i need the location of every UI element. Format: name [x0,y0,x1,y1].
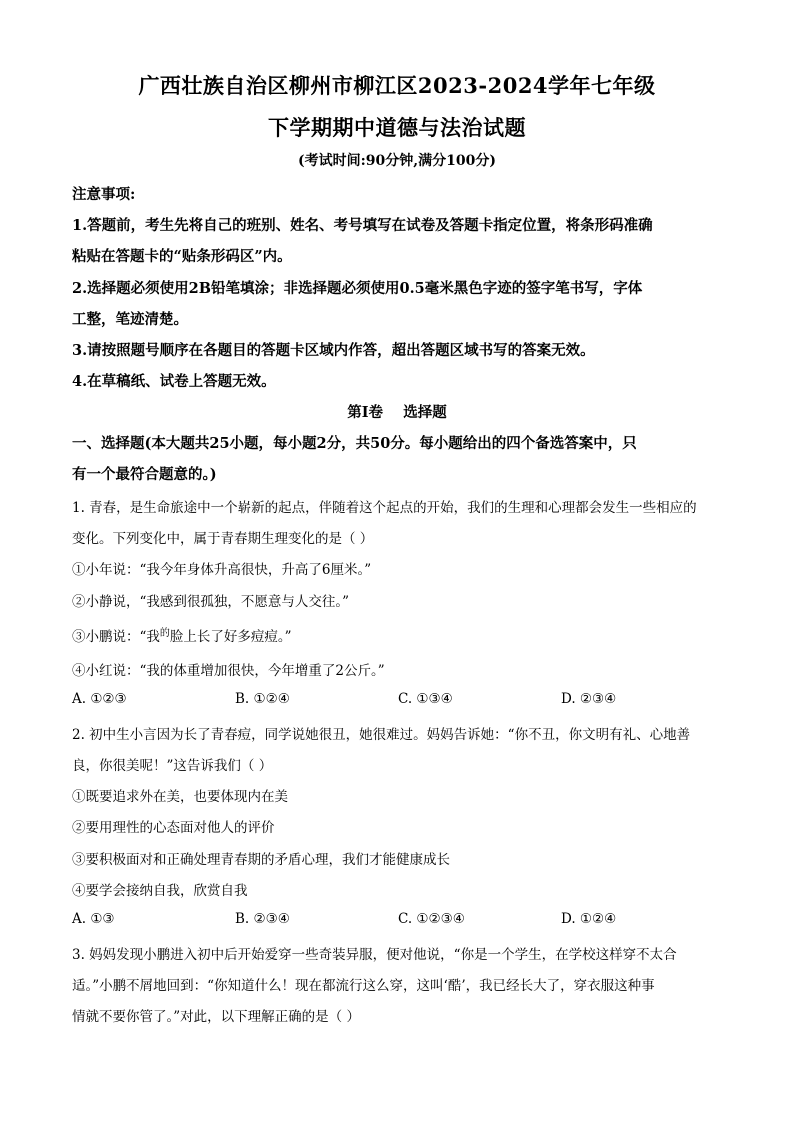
notice-line: 1.答题前，考生先将自己的班别、姓名、考号填写在试卷及答题卡指定位置，将条形码准确 [72,217,653,234]
notice-line: 4.在草稿纸、试卷上答题无效。 [72,373,276,390]
question-2-stem: 良，你很美呢！”这告诉我们（ ） [72,758,273,774]
option-d: D. ②③④ [561,691,617,707]
option-c: C. ①②③④ [398,911,465,927]
notice-line: 工整，笔迹清楚。 [72,311,188,328]
question-1-item: ④小红说：“我的体重增加很快，今年增重了2公斤。” [72,663,385,679]
exam-title-line1: 广西壮族自治区柳州市柳江区2023-2024学年七年级 [138,73,656,98]
question-3-stem: 情就不要你管了。”对此，以下理解正确的是（ ） [72,1009,360,1025]
question-2-stem: 2. 初中生小言因为长了青春痘，同学说她很丑，她很难过。妈妈告诉她：“你不丑，你文明有礼、心地善 [72,727,691,743]
option-b: B. ①②④ [235,691,290,707]
exam-info: (考试时间:90分钟,满分100分) [298,153,496,169]
question-1-item3-sup: 的 [159,628,170,639]
option-a: A. ①③ [72,911,115,927]
question-2-item: ③要积极面对和正确处理青春期的矛盾心理，我们才能健康成长 [72,852,450,868]
notice-line: 2.选择题必须使用2B铅笔填涂；非选择题必须使用0.5毫米黑色字迹的签字笔书写，字体 [72,280,643,297]
notice-heading: 注意事项: [72,186,136,203]
option-b: B. ②③④ [235,911,290,927]
question-1-stem: 1. 青春，是生命旅途中一个崭新的起点，伴随着这个起点的开始，我们的生理和心理都会发生一些相应的 [72,500,697,516]
question-1-item3-prefix: ③小鹏说：“我 [72,629,160,645]
option-c: C. ①③④ [398,691,453,707]
question-3-stem: 适。”小鹏不屑地回到：“你知道什么！现在都流行这么穿，这叫‘酷’，我已经长大了，穿衣服这种事 [72,978,655,994]
section-instruction: 有一个最符合题意的。) [72,466,217,483]
question-2-item: ④要学会接纳自我，欣赏自我 [72,883,248,899]
question-1-stem: 变化。下列变化中，属于青春期生理变化的是（ ） [72,531,374,547]
exam-title-line2: 下学期期中道德与法治试题 [268,115,526,140]
question-2-item: ②要用理性的心态面对他人的评价 [72,820,275,836]
section-title: 第Ⅰ卷 选择题 [347,404,447,421]
option-d: D. ①②④ [561,911,617,927]
question-1-item3-suffix: 脸上长了好多痘痘。” [169,629,292,645]
section-instruction: 一、选择题(本大题共25小题，每小题2分，共50分。每小题给出的四个备选答案中，只 [72,435,637,452]
notice-line: 3.请按照题号顺序在各题目的答题卡区域内作答，超出答题区域书写的答案无效。 [72,342,595,359]
question-1-item: ②小静说，“我感到很孤独，不愿意与人交往。” [72,594,350,610]
question-1-item: ①小年说：“我今年身体升高很快，升高了6厘米。” [72,562,372,578]
option-a: A. ①②③ [72,691,127,707]
question-3-stem: 3. 妈妈发现小鹏进入初中后开始爱穿一些奇装异服，便对他说，“你是一个学生，在学校这样穿不太合 [72,947,677,963]
notice-line: 粘贴在答题卡的“贴条形码区”内。 [72,248,292,265]
question-2-item: ①既要追求外在美，也要体现内在美 [72,789,288,805]
question-1-item [72,625,724,645]
